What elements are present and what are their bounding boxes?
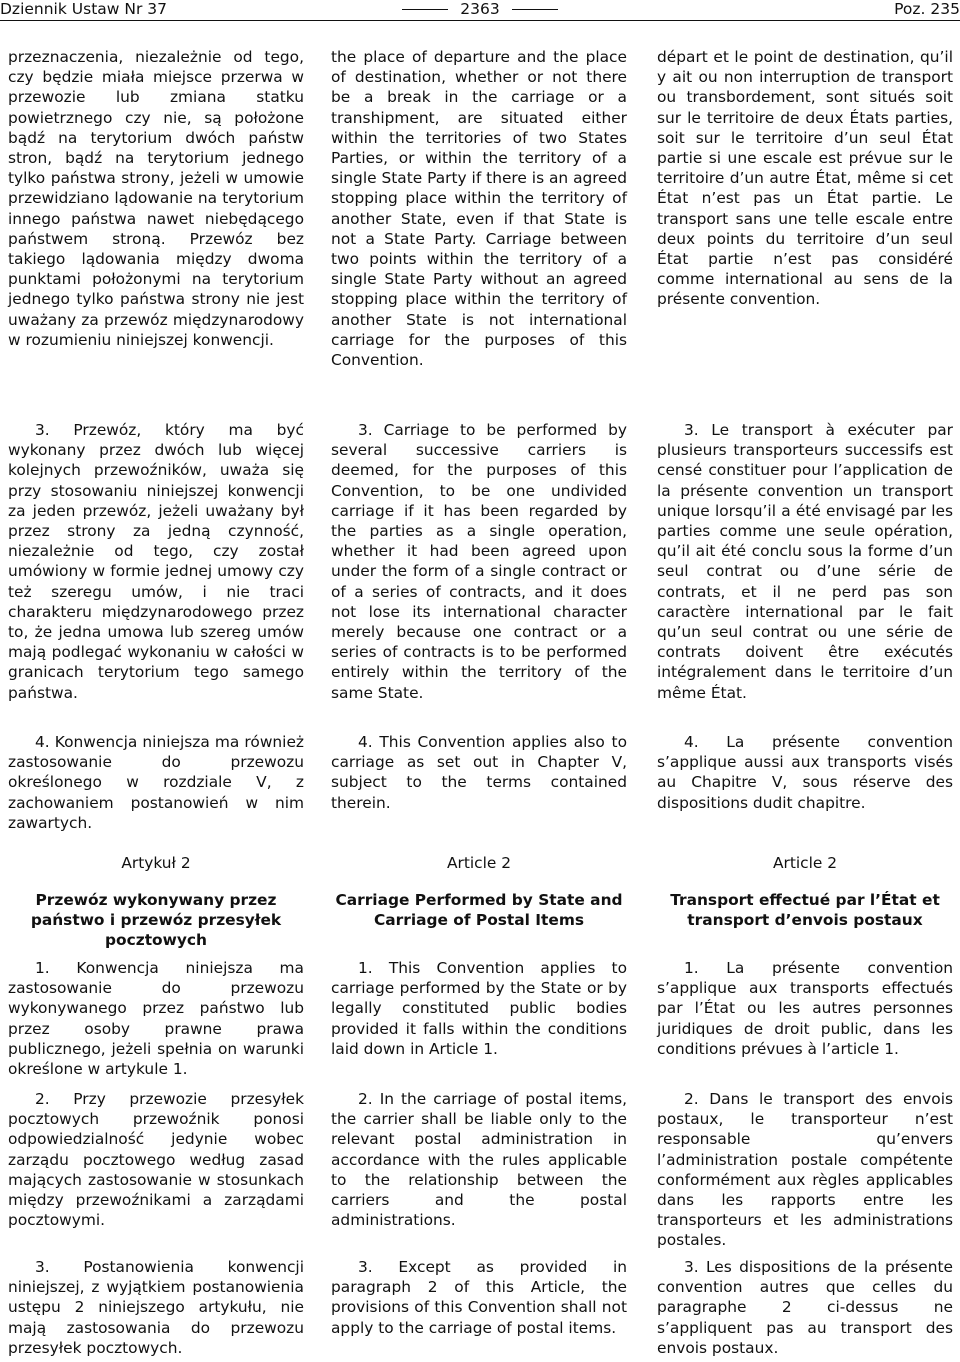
polish-article-2-paragraph-1: 1. Konwencja niniejsza ma zastosowanie do przewozu wykonywanego przez państwo lub przez osoby prawne prawa publicznego, jeżeli spełnia on warunki określone w artykule 1. [8, 959, 304, 1079]
french-article-title: Transport effectué par l’État et transport d’envois postaux [670, 891, 940, 930]
french-article-2-paragraph-2: 2. Dans le transport des envois postaux, le transporteur n’est responsable qu’envers l’administration postale compétente conformément aux règles applicables dans les rapports entre les transporteurs et les administrations postales. [657, 1090, 953, 1250]
english-paragraph-continued: the place of departure and the place of destination, whether or not there be a break in the carriage or a transhipment, are situated either within the territories of two States Parties, or within the territory of a single State Party if there is an agreed stopping place within the territory of another State, even if that State is not a State Party. Carriage between two points within the territory of a single State Party without an agreed stopping place within the territory of another State is not international carriage for the purposes of this Convention. [331, 48, 627, 370]
page-number-block [0, 0, 960, 18]
polish-article-number: Artykuł 2 [121, 854, 191, 872]
french-paragraph-3: 3. Le transport à exécuter par plusieurs transporteurs successifs est censé constituer pour l’application de la présente convention un transport unique lorsqu’il a été envisagé par les parties comme une seule opération, qu’il ait été conclu sous la forme d’un seul contrat ou d’une série de contrats, et il ne perd pas son caractère international par le fait qu’un seul contrat ou une série de contrats doivent être exécutés intégralement dans le territoire d’un même État. [657, 421, 953, 702]
polish-article-2-paragraph-2: 2. Przy przewozie przesyłek pocztowych przewoźnik ponosi odpowiedzialność jedynie wobec zarządu pocztowego według zasad mających zastosowanie w stosunkach między przewoźnikami a zarządami pocztowymi. [8, 1090, 304, 1230]
english-article-title: Carriage Performed by State and Carriage of Postal Items [335, 891, 623, 930]
page-number-dash-right [512, 9, 558, 10]
page-number: 2363 [460, 0, 500, 18]
polish-paragraph-continued: przeznaczenia, niezależnie od tego, czy będzie miała miejsce przerwa w przewozie lub zmiana statku powietrznego czy nie, są położone bądź na terytorium dwóch państw stron, bądź na terytorium jednego tylko państwa strony, jeżeli w umowie przewidziano lądowanie na terytorium innego państwa nawet niebędącego państwem stroną. Przewóz bez takiego lądowania między dwoma punktami położonymi na terytorium jednego tylko państwa strony nie jest uważany za przewóz międzynarodowy w rozumieniu niniejszej konwencji. [8, 48, 304, 349]
french-paragraph-4: 4. La présente convention s’applique aussi aux transports visés au Chapitre V, sous réserve des dispositions dudit chapitre. [657, 733, 953, 812]
position-number: Poz. 235 [894, 0, 960, 18]
english-paragraph-4: 4. This Convention applies also to carriage as set out in Chapter V, subject to the terms contained therein. [331, 733, 627, 812]
english-article-2-paragraph-2: 2. In the carriage of postal items, the carrier shall be liable only to the relevant postal administration in accordance with the rules applicable to the relationship between the carriers and the postal administrations. [331, 1090, 627, 1230]
polish-article-title: Przewóz wykonywany przez państwo i przewóz przesyłek pocztowych [30, 891, 282, 950]
english-article-number: Article 2 [446, 854, 512, 872]
english-paragraph-3: 3. Carriage to be performed by several successive carriers is deemed, for the purposes of this Convention, to be one undivided carriage if it has been regarded by the parties as a single operation, whether it had been agreed upon under the form of a single contract or of a series of contracts, and it does not lose its international character merely because one contract or a series of contracts is to be performed entirely within the territory of the same State. [331, 421, 627, 702]
french-paragraph-continued: départ et le point de destination, qu’il y ait ou non interruption de transport ou transbordement, sont situés soit sur le territoire de deux États parties, soit sur le territoire d’un seul État partie si une escale est prévue sur le territoire d’un autre État, même si cet État n’est pas un État partie. Le transport sans une telle escale entre deux points du territoire d’un seul État partie n’est pas considéré comme international au sens de la présente convention. [657, 48, 953, 309]
polish-article-2-paragraph-3: 3. Postanowienia konwencji niniejszej, z wyjątkiem postanowienia ustępu 2 niniejszego artykułu, nie mają zastosowania do przewozu przesyłek pocztowych. [8, 1258, 304, 1357]
french-article-number: Article 2 [772, 854, 838, 872]
french-article-2-paragraph-1: 1. La présente convention s’applique aux transports effectués par l’État ou les autres personnes juridiques de droit public, dans les conditions prévues à l’article 1. [657, 959, 953, 1058]
journal-title: Dziennik Ustaw Nr 37 [0, 0, 167, 18]
french-article-2-paragraph-3: 3. Les dispositions de la présente convention autres que celles du paragraphe 2 ci-dessus ne s’appliquent pas au transport des envois postaux. [657, 1258, 953, 1357]
english-article-2-paragraph-3: 3. Except as provided in paragraph 2 of this Article, the provisions of this Convention shall not apply to the carriage of postal items. [331, 1258, 627, 1337]
header-rule [0, 20, 960, 21]
english-article-2-paragraph-1: 1. This Convention applies to carriage performed by the State or by legally constituted public bodies provided it falls within the conditions laid down in Article 1. [331, 959, 627, 1058]
polish-paragraph-4: 4. Konwencja niniejsza ma również zastosowanie do przewozu określonego w rozdziale V, z zachowaniem postanowień w nim zawartych. [8, 733, 304, 832]
page-header [0, 0, 960, 22]
page-number-dash-left [402, 9, 448, 10]
polish-paragraph-3: 3. Przewóz, który ma być wykonany przez dwóch lub więcej kolejnych przewoźników, uważa się przy stosowaniu niniejszej konwencji za jeden przewóz, jeżeli uważany był przez strony za jedną czynność, niezależnie od tego, czy został umówiony w formie jednej umowy czy też szeregu umów, i nie traci charakteru międzynarodowego przez to, że jedna umowa lub szereg umów mają podlegać wykonaniu w całości w granicach terytorium tego samego państwa. [8, 421, 304, 702]
